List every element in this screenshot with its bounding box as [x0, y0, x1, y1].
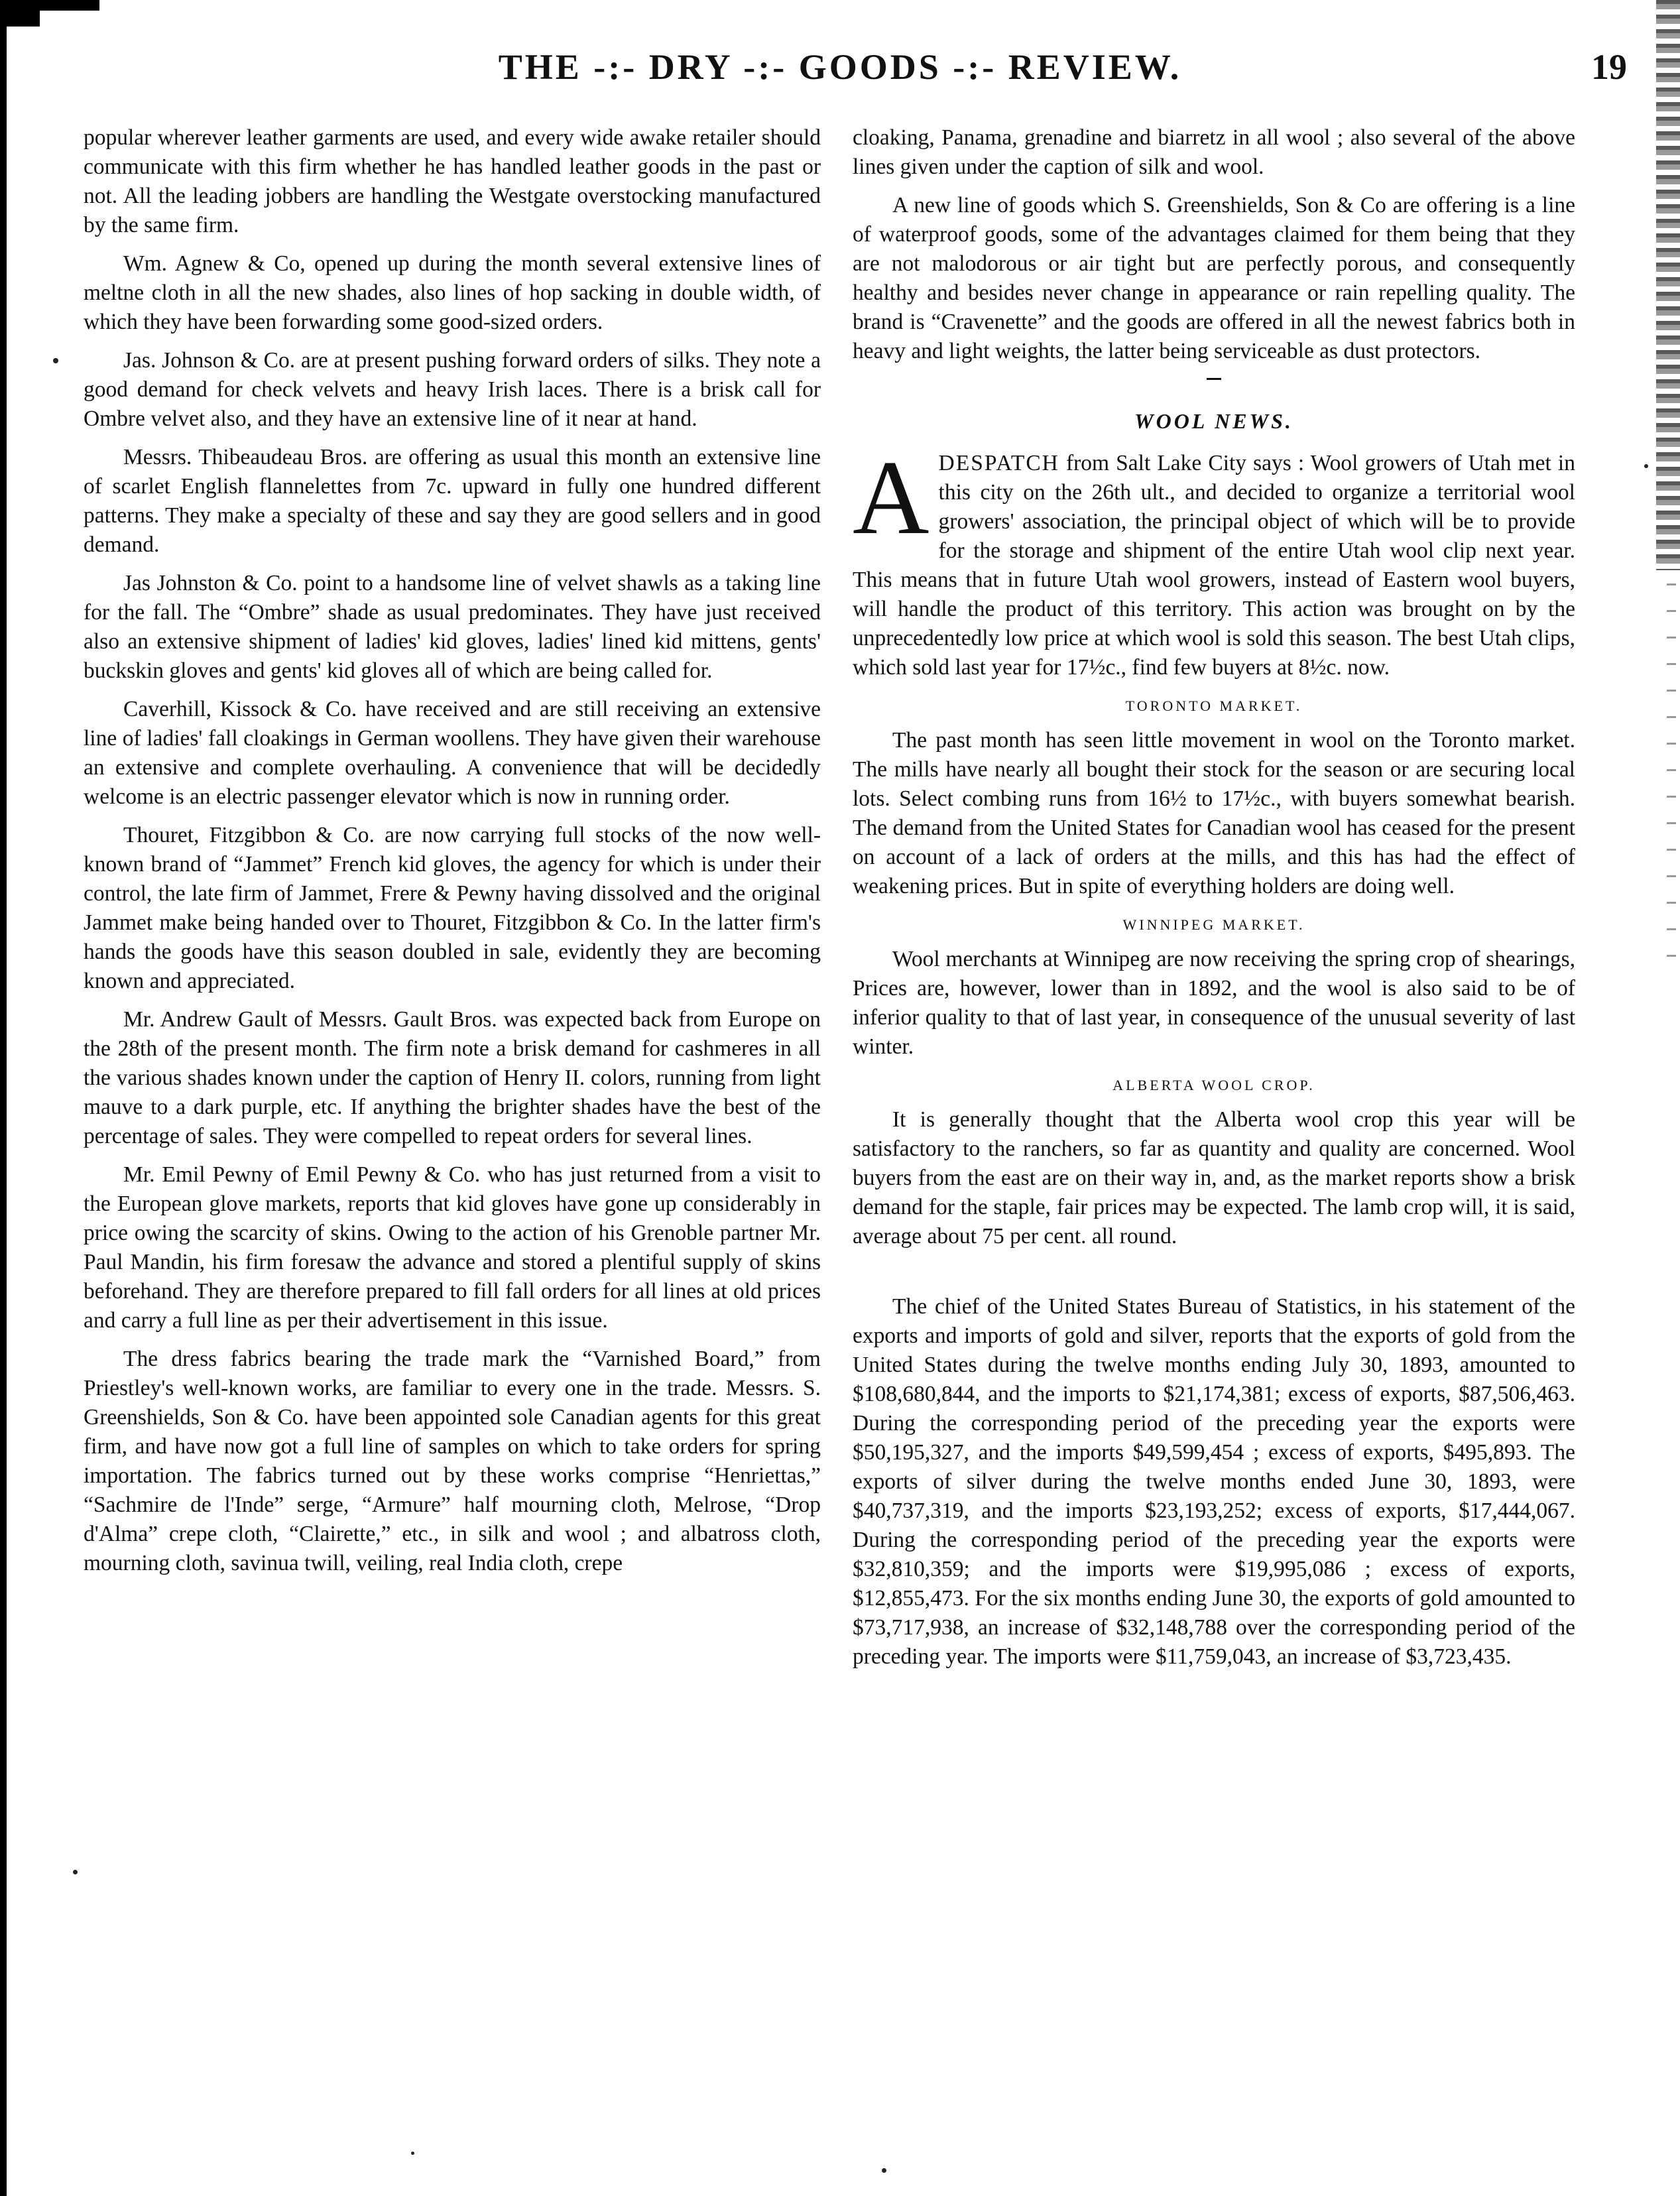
left-column: [84, 123, 821, 1587]
lead-word: DESPATCH: [938, 451, 1059, 475]
paragraph: The dress fabrics bearing the trade mark the “Varnished Board,” from Priestley's well-known works, are familiar to every one in the trade. Messrs. S. Greenshields, Son & Co. have been appointed sole Canadian agents for this great firm, and have now got a full line of samples on which to take orders for spring importation. The fabrics turned out by these works comprise “Henriettas,” “Sachmire de l'Inde” serge, “Armure” half mourning cloth, Melrose, “Drop d'Alma” crepe cloth, “Clairette,” etc., in silk and wool ; and albatross cloth, mourning cloth, savinua twill, veiling, real India cloth, crepe: [84, 1347, 821, 1575]
paragraph: Jas Johnston & Co. point to a handsome line of velvet shawls as a taking line for the fall. The “Ombre” shade as usual predominates. They have just received also an extensive shipment of ladies' kid gloves, ladies' lined kid mittens, gents' buckskin gloves and gents' kid gloves all of which are being called for.: [84, 571, 821, 683]
intro-text: from Salt Lake City says : Wool growers of Utah met in this city on the 26th ult., and decided to organize a territorial wool growers' association, the principal object of which will be to provide for the storage and shipment of the entire Utah wool clip next year. This means that in future Utah wool growers, instead of Eastern wool buyers, will handle the product of this territory. This action was brought on by the unprecedentedly low price at which wool is sold this season. The best Utah clips, which sold last year for 17½c., find few buyers at 8½c. now.: [853, 451, 1575, 680]
paragraph: popular wherever leather garments are used, and every wide awake retailer should communicate with this firm whether he has handled leather goods in the past or not. All the leading jobbers are handling the Westgate overstocking manufactured by the same firm.: [84, 125, 821, 237]
subheading-winnipeg: WINNIPEG MARKET.: [1122, 916, 1305, 933]
section-spacer: [853, 1260, 1575, 1292]
paragraph: A new line of goods which S. Greenshields, Son & Co are offering is a line of waterproof goods, some of the advantages claimed for them being that they are not malodorous or air tight but are perfectly porous, and consequently healthy and besides never change in appearance or rain repelling quality. The brand is “Cravenette” and the goods are offered in all the newest fabrics both in heavy and light weights, the latter being serviceable as dust protectors.: [853, 193, 1575, 363]
section-title-wool-news: WOOL NEWS.: [1134, 409, 1293, 433]
paragraph-toronto: The past month has seen little movement in wool on the Toronto market. The mills have nearly all bought their stock for the season or are securing local lots. Select combing runs from 16½ to 17½c., with buyers somewhat bearish. The demand from the United States for Canadian wool has ceased for the present on account of a lack of orders at the mills, and this has had the effect of weakening prices. But in spite of everything holders are doing well.: [853, 728, 1575, 898]
paragraph: cloaking, Panama, grenadine and biarretz in all wool ; also several of the above lines given under the caption of silk and wool.: [853, 125, 1575, 179]
ink-speck: [53, 358, 58, 363]
drop-cap: A: [853, 438, 930, 556]
ink-speck: [1644, 464, 1648, 468]
paragraph: Mr. Emil Pewny of Emil Pewny & Co. who has just returned from a visit to the European glove markets, reports that kid gloves have gone up considerably in price owing the scarcity of skins. Owing to the action of his Grenoble partner Mr. Paul Mandin, his firm foresaw the advance and stored a plentiful supply of skins beforehand. They are therefore prepared to fill fall orders for all lines at old prices and carry a full line as per their advertisement in this issue.: [84, 1162, 821, 1333]
wool-news-intro: [853, 438, 1575, 682]
ink-speck: [73, 1870, 78, 1874]
paragraph: Wm. Agnew & Co, opened up during the month several extensive lines of meltne cloth in all the new shades, also lines of hop sacking in double width, of which they have been forwarding some good-sized orders.: [84, 251, 821, 334]
scan-edge-right-specks: [1667, 583, 1676, 981]
right-column: [853, 123, 1575, 1681]
ink-speck: [411, 2152, 414, 2155]
publication-title: THE -:- DRY -:- GOODS -:- REVIEW.: [498, 47, 1182, 87]
paragraph-alberta: It is generally thought that the Alberta wool crop this year will be satisfactory to the ranchers, so far as quantity and quality are concerned. Wool buyers from the east are on their way in, and, as the market reports show a brisk demand for the staple, fair prices may be expected. The lamb crop will, it is said, average about 75 per cent. all round.: [853, 1107, 1575, 1249]
paragraph: Mr. Andrew Gault of Messrs. Gault Bros. was expected back from Europe on the 28th of the present month. The firm note a brisk demand for cashmeres in all the various shades known under the caption of Henry II. colors, running from light mauve to a dark purple, etc. If anything the brighter shades have the best of the percentage of sales. They were compelled to repeat orders for several lines.: [84, 1007, 821, 1148]
ink-speck: [882, 2168, 886, 2173]
section-divider: [1207, 378, 1221, 380]
paragraph: Caverhill, Kissock & Co. have received and are still receiving an extensive line of ladies' fall cloakings in German woollens. They have given their warehouse an extensive and complete overhauling. A convenience that will be decidedly welcome is an electric passenger elevator which is now in running order.: [84, 697, 821, 809]
paragraph: Messrs. Thibeaudeau Bros. are offering as usual this month an extensive line of scarlet English flannelettes from 7c. upward in fully one hundred different patterns. They make a specialty of these and say they are good sellers and in good demand.: [84, 445, 821, 557]
subheading-toronto: TORONTO MARKET.: [1125, 698, 1303, 714]
paragraph-winnipeg: Wool merchants at Winnipeg are now receiving the spring crop of shearings, Prices are, however, lower than in 1892, and the wool is also said to be of inferior quality to that of last year, in consequence of the unusual severity of last winter.: [853, 947, 1575, 1059]
paragraph: Thouret, Fitzgibbon & Co. are now carrying full stocks of the now well-known brand of “Jammet” French kid gloves, the agency for which is under their control, the late firm of Jammet, Frere & Pewny having dissolved and the original Jammet make being handed over to Thouret, Fitzgibbon & Co. In the latter firm's hands the goods have this season doubled in sale, evidently they are becoming known and appreciated.: [84, 823, 821, 993]
paragraph-statistics: The chief of the United States Bureau of Statistics, in his statement of the exports and imports of gold and silver, reports that the exports of gold from the United States during the twelve months ending July 30, 1893, amounted to $108,680,844, and the imports to $21,174,381; excess of exports, $87,506,463. During the corresponding period of the preceding year the exports were $50,195,327, and the imports $49,599,454 ; excess of exports, $495,893. The exports of silver during the twelve months ended June 30, 1893, were $40,737,319, and the imports $23,193,252; excess of exports, $17,444,067. During the corresponding period of the preceding year the exports were $32,810,359; and the imports were $19,995,086 ; excess of exports, $12,855,473. For the six months ending June 30, the exports of gold amounted to $73,717,938, an increase of $32,148,788 over the corresponding period of the preceding year. The imports were $11,759,043, an increase of $3,723,435.: [853, 1294, 1575, 1669]
scan-corner-blot: [0, 0, 40, 27]
page-header: [0, 46, 1680, 106]
subheading-alberta: ALBERTA WOOL CROP.: [1112, 1077, 1315, 1093]
paragraph: Jas. Johnson & Co. are at present pushing forward orders of silks. They note a good demand for check velvets and heavy Irish laces. There is a brisk call for Ombre velvet also, and they have an extensive line of it near at hand.: [84, 348, 821, 431]
page-number: 19: [1591, 47, 1627, 87]
scan-edge-left: [0, 0, 7, 2196]
